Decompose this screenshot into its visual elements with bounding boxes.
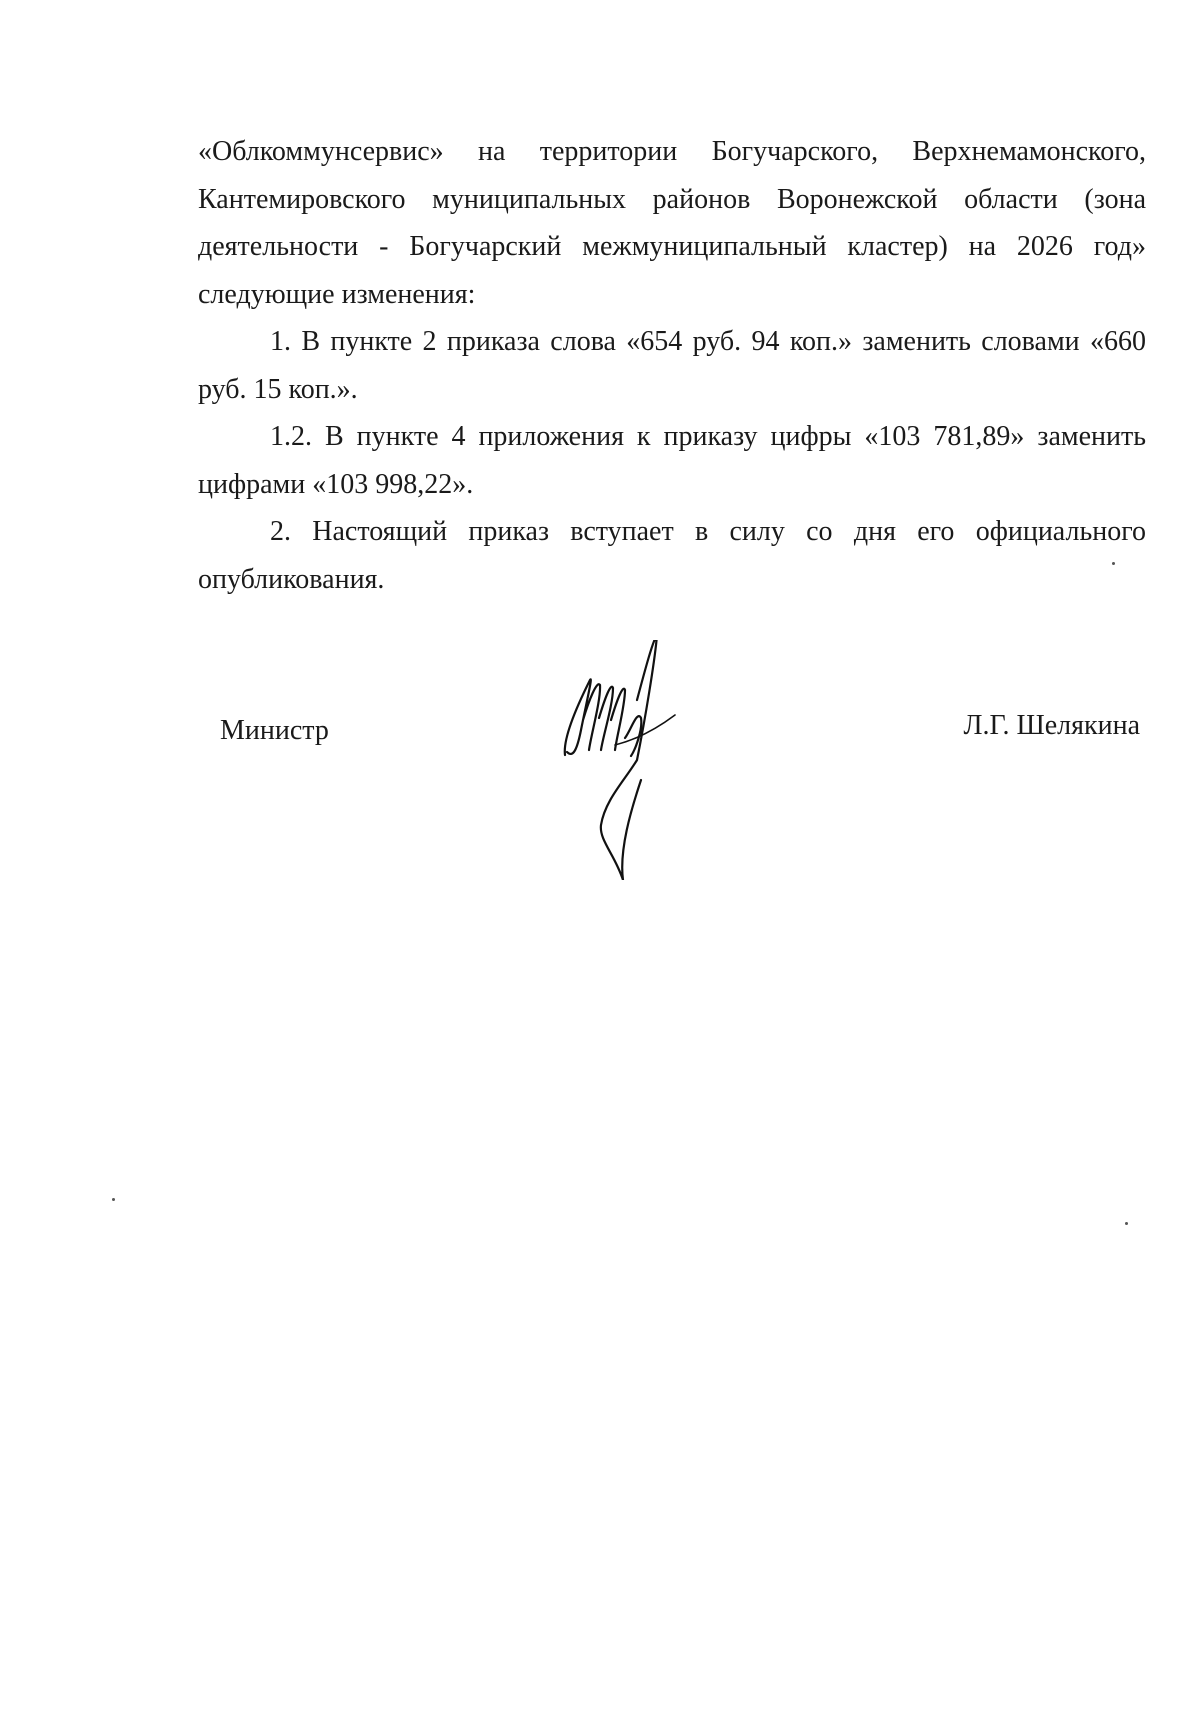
paragraph-intro: «Облкоммунсервис» на территории Богучарского, Верхнемамонского, Кантемировского муниципальных районов Воронежской области (зона деятельности - Богучарский межмуниципальный кластер) на 2026 год» следующие изменения: bbox=[198, 136, 1146, 310]
paragraph-item-1-2: 1.2. В пункте 4 приложения к приказу цифры «103 781,89» заменить цифрами «103 998,22». bbox=[198, 421, 1146, 500]
signer-name: Л.Г. Шелякина bbox=[963, 710, 1140, 741]
scan-speck bbox=[112, 1198, 115, 1201]
document-body bbox=[198, 128, 1146, 603]
handwritten-signature bbox=[545, 640, 695, 880]
scan-speck bbox=[1112, 562, 1115, 565]
signer-role: Министр bbox=[220, 715, 329, 746]
signature-block bbox=[0, 640, 1200, 880]
paragraph-item-2: 2. Настоящий приказ вступает в силу со дня его официального опубликования. bbox=[198, 516, 1146, 595]
scan-speck bbox=[1125, 1222, 1128, 1225]
paragraph-item-1: 1. В пункте 2 приказа слова «654 руб. 94 коп.» заменить словами «660 руб. 15 коп.». bbox=[198, 326, 1146, 405]
